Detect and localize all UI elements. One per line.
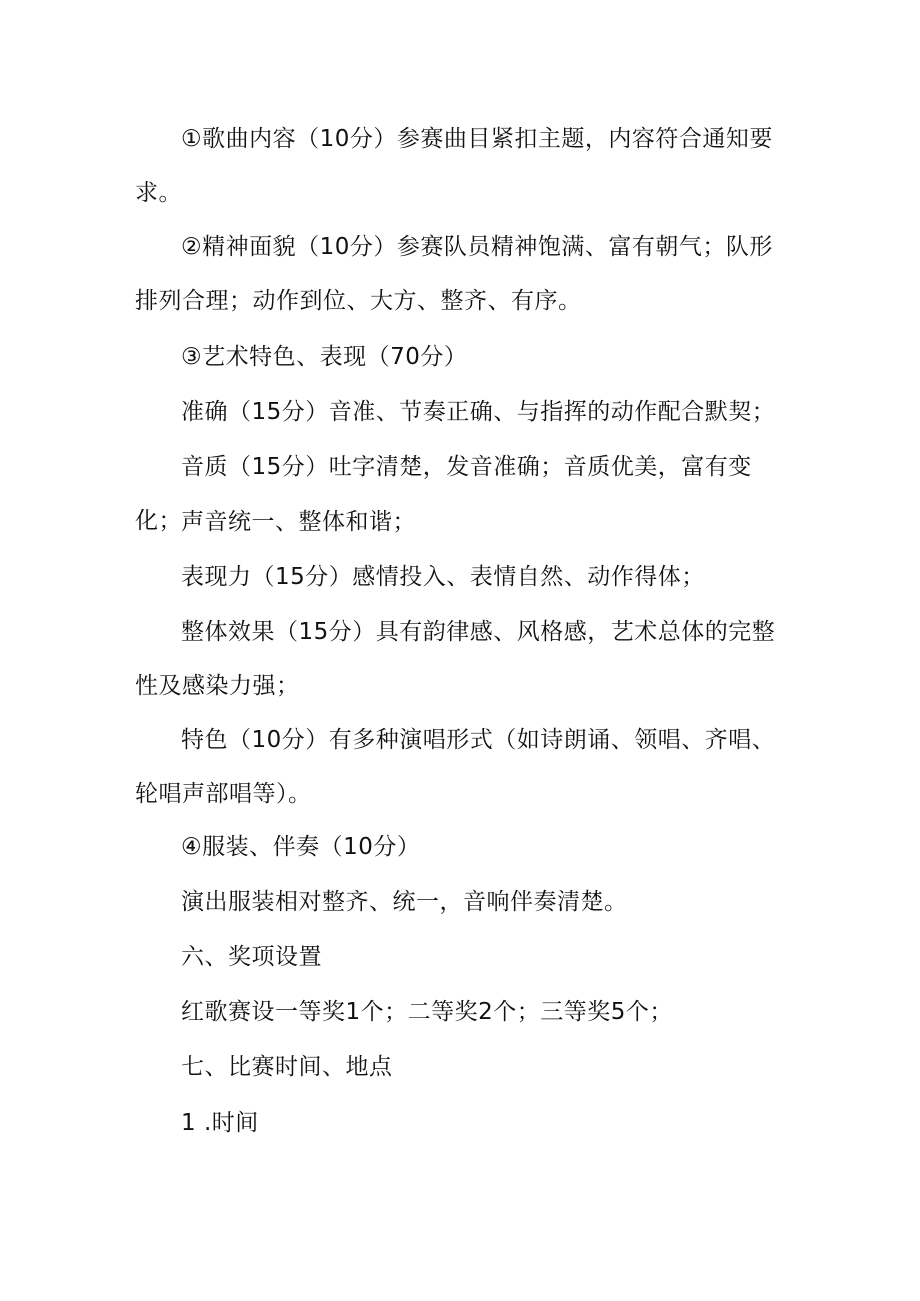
- criterion-expressiveness: 表现力（15分）感情投入、表情自然、动作得体；: [181, 564, 705, 590]
- criterion-costume-detail: 演出服装相对整齐、统一，音响伴奏清楚。: [181, 889, 628, 915]
- awards-detail: 红歌赛设一等奖1个；二等奖2个；三等奖5个；: [181, 999, 673, 1025]
- criterion-artistic-heading: ③艺术特色、表现（70分）: [181, 344, 468, 370]
- criterion-accuracy: 准确（15分）音准、节奏正确、与指挥的动作配合默契；: [181, 399, 776, 425]
- criterion-tone-quality: 音质（15分）吐字清楚，发音准确；音质优美，富有变化；: [135, 454, 752, 534]
- section-heading-awards: 六、奖项设置: [181, 944, 322, 970]
- subheading-time: 1 .时间: [181, 1110, 259, 1136]
- criterion-song-content: ①歌曲内容（10分）参赛曲目紧扣主题，内容符合通知要求。: [135, 126, 773, 206]
- criterion-features: 特色（10分）有多种演唱形式（如诗朗诵、领唱、齐唱、轮唱声部唱等）。: [135, 727, 776, 807]
- section-heading-time-place: 七、比赛时间、地点: [181, 1054, 393, 1080]
- criterion-spirit: ②精神面貌（10分）参赛队员精神饱满、富有朝气；队形排列合理；动作到位、大方、整齐、有序。: [135, 234, 773, 314]
- criterion-harmony: 声音统一、整体和谐；: [181, 509, 416, 535]
- criterion-overall-effect: 整体效果（15分）具有韵律感、风格感，艺术总体的完整性及感染力强；: [135, 619, 776, 699]
- criterion-costume-heading: ④服装、伴奏（10分）: [181, 834, 421, 860]
